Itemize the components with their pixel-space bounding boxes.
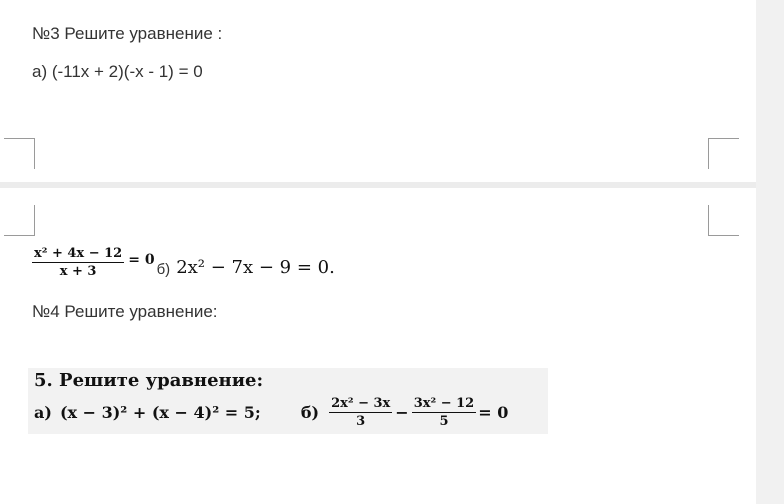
textbook-fraction-2 — [412, 396, 477, 429]
fraction-equals: = 0 — [128, 251, 155, 268]
equation-b-label: б) — [156, 261, 171, 278]
crop-mark-bottom-left — [4, 205, 35, 236]
equation-b: 2x² − 7x − 9 = 0. — [176, 257, 335, 278]
textbook-fraction-2-numerator: 3x² − 12 — [413, 396, 475, 411]
right-margin-strip — [756, 0, 784, 504]
textbook-fraction-1 — [329, 396, 392, 429]
textbook-a-label: а) — [34, 403, 52, 422]
textbook-equations-row — [34, 396, 508, 429]
crop-mark-top-right — [708, 138, 739, 169]
page-divider — [0, 182, 756, 188]
textbook-a-equation: (x − 3)² + (x − 4)² = 5; — [59, 403, 261, 422]
textbook-b-label: б) — [300, 403, 320, 422]
textbook-b-equals: = 0 — [478, 403, 509, 422]
textbook-minus: − — [395, 403, 409, 422]
textbook-excerpt — [28, 368, 548, 434]
textbook-task-title: 5. Решите уравнение: — [34, 370, 264, 391]
rational-fraction — [32, 246, 124, 279]
equation-row — [32, 246, 335, 279]
fraction-denominator: x + 3 — [59, 264, 97, 279]
crop-mark-top-left — [4, 138, 35, 169]
textbook-fraction-1-numerator: 2x² − 3x — [331, 396, 391, 411]
fraction-numerator: x² + 4x − 12 — [34, 246, 123, 261]
textbook-fraction-1-denominator: 3 — [356, 414, 366, 429]
task3-heading: №3 Решите уравнение : — [32, 24, 223, 43]
task3-equation-a: а) (-11x + 2)(-x - 1) = 0 — [32, 62, 203, 81]
textbook-fraction-2-denominator: 5 — [439, 414, 449, 429]
task4-heading: №4 Решите уравнение: — [32, 302, 218, 321]
crop-mark-bottom-right — [708, 205, 739, 236]
